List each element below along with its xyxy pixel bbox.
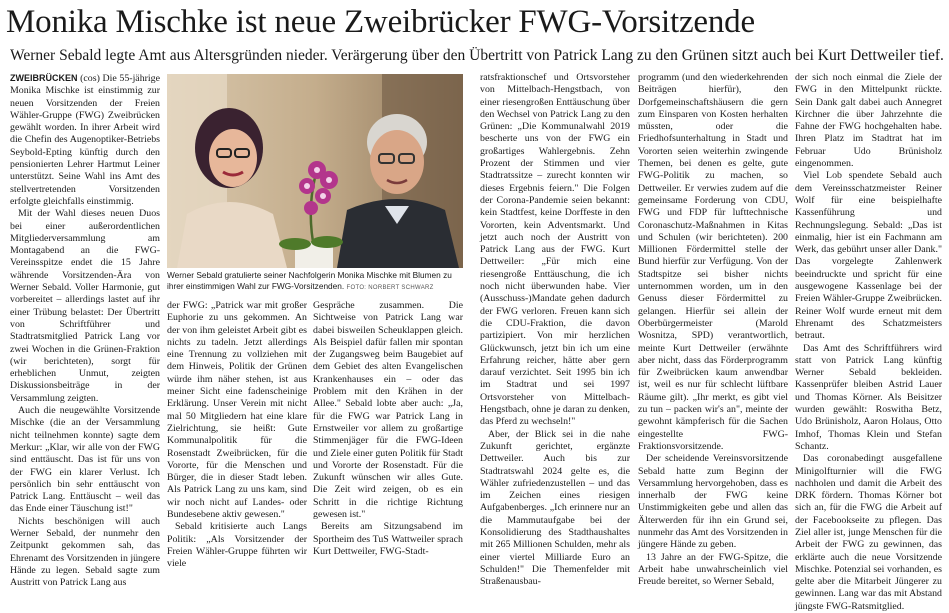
col1-para-1 — [10, 72, 160, 208]
column-2 — [167, 300, 307, 570]
column-3 — [313, 300, 463, 557]
col6-para-1: der sich noch einmal die Ziele der FWG in den Mittelpunkt rückte. Sein Dank galt dabei auch Annegret Kirchner die über Jahrzehnte die Fahne der FWG hochgehalten habe. Ihren Platz im Stadtrat hat im Februar Udo Brünisholz eingenommen. — [795, 72, 942, 170]
headline: Monika Mischke ist neue Zweibrücker FWG-Vorsitzende — [6, 4, 755, 40]
col4-para-2: Aber, der Blick sei in die nahe Zukunft gerichtet, ergänzte Dettweiler. Auch bis zur Stadtratswahl 2024 gelte es, die Wähler zufriedenzustellen – und das im Zeichen eines riesigen Aufgabenberges. „Ich erinnere nur an die Mammutaufgabe bei der Konsolidierung des Stadthaushaltes mit 265 Millionen Schulden, mehr als einer viertel Milliarde Euro an Schulden!" Die Themenfelder mit Straßenausbau- — [480, 428, 630, 588]
col2-para-1: der FWG: „Patrick war mit großer Euphorie zu uns gekommen. An der von ihm geleistet Arbeit gibt es nichts zu tadeln. Jetzt allerdings eine Trennung zu vollziehen mit dem Hinweis, Politik der Grünen würde ihm näher stehen, ist aus meiner Sicht eine fadenscheinige Erklärung. Unser Verein mit nicht mal 50 Mitgliedern hat eine klare Zielrichtung, sie heißt: Gute Kommunalpolitik für die Rosenstadt Zweibrücken, für die Vororte, für die Menschen und Bürger, die in dieser Stadt leben. Als Patrick Lang zu uns kam, sind wir noch nicht auf Landes- oder Bundesebene aktiv gewesen." — [167, 300, 307, 521]
col3-para-1: Gespräche zusammen. Die Sichtweise von Patrick Lang war dabei bisweilen Scheuklappen gleich. Als Beispiel dafür fallen mir spontan der Zugangsweg beim Baugebiet auf dem Gebiet des alten Evangelischen Krankenhauses ein – oder das Problem mit den Krähen in der Allee." Sebald lobte aber auch: „Ja, für die FWG war Patrick Lang in Ernstweiler vor allem zu großartige Stimmenjäger für die FWG-Ideen und Ziele einer guten Politik für Stadt und Vororte der Rosenstadt. Für die Zukunft wünschen wir alles Gute. Die Zeit wird zeigen, ob es ein Schritt in die richtige Richtung gewesen ist." — [313, 300, 463, 521]
column-5 — [638, 72, 788, 588]
dateline: ZWEIBRÜCKEN — [10, 73, 78, 83]
col6-para-2: Viel Lob spendete Sebald auch dem Vereinsschatzmeister Reiner Wolf für eine beispielhafte Kassenführung und Rechnungslegung. Sebald: „Das ist einmalig, hier ist ein Fachmann am Werk, das gebührt unser aller Dank." Das vorgelegte Zahlenwerk beeindruckte und spricht für eine ausgewogene Kassenlage bei der Freien Wähler-Gruppe Zweibrücken. Reiner Wolf wurde erneut mit dem Ehrenamt des Schatzmeisters betraut. — [795, 170, 942, 342]
column-6 — [795, 72, 942, 612]
subheadline: Werner Sebald legte Amt aus Altersgründen nieder. Verärgerung über den Übertritt von Patrick Lang zu den Grünen sitzt auch bei Kurt Dettweiler tief. — [10, 47, 944, 64]
col6-para-3: Das Amt des Schriftführers wird statt von Patrick Lang künftig Werner Sebald bekleiden. Kassenprüfer bleiben Astrid Lauer und Thomas Körner. Als Beisitzer wurden gewählt: Roswitha Betz, Udo Brünisholz, Aaron Holaus, Otto Imhof, Thomas Klein und Stefan Schantz. — [795, 342, 942, 452]
col3-para-2: Bereits am Sitzungsabend im Sportheim des TuS Wattweiler sprach Kurt Dettweiler, FWG-Stadt- — [313, 521, 463, 557]
col6-para-4: Das coronabedingt ausgefallene Minigolfturnier will die FWG nachholen und damit die Arbeit des DRK fördern. Thomas Körner bot sich an, für die FWG die Arbeit auf der Facebookseite zu pflegen. Das Ziel aller ist, junge Menschen für die Arbeit der FWG zu gewinnen, das erklärte auch die neue Vorsitzende Mischke. Potenzial sei vorhanden, es gelte aber die Mitarbeit Jüngerer zu gewinnen. Lang war das mit Abstand jüngste FWG-Ratsmitglied. — [795, 453, 942, 612]
col1-text-1: (cos) Die 55-jährige Monika Mischke ist einstimmig zur neuen Vorsitzenden der Freien Wähler-Gruppe (FWG) Zweibrücken gewählt worden. In ihrer Arbeit wird die Chefin des Augenoptiker-Betriebs Seybold-Epting künftig durch den pensionierten Lehrer Hartmut Leiner unterstützt. Seine Wahl ins Amt des stellvertretenden Vorsitzenden erfolgte gleichfalls einstimmig. — [10, 73, 160, 207]
col1-para-3: Auch die neugewählte Vorsitzende Mischke (die an der Versammlung nicht teilnehmen konnte) sagte dem Merkur: „Klar, wir alle von der FWG sind enttäuscht. Das ist für uns von der FWG ein klarer Verlust. Ich persönlich bin sehr enttäuscht von Patrick Lang. Enttäuscht – weil das das Ende einer Täuschung ist!" — [10, 405, 160, 515]
col2-para-2: Sebald kritisierte auch Langs Politik: „Als Vorsitzender der Freien Wähler-Gruppe führten wir viele — [167, 521, 307, 570]
column-1 — [10, 72, 160, 589]
col1-para-4: Nichts beschönigen will auch Werner Sebald, der nunmehr den Zeitpunkt gekommen sah, das Ehrenamt des Vorsitzenden in jüngere Hände zu legen. Sebald sagte zum Austritt von Patrick Lang aus — [10, 515, 160, 589]
caption-text: Werner Sebald gratulierte seiner Nachfolgerin Monika Mischke mit Blumen zu ihrer einstimmigen Wahl zur FWG-Vorsitzenden. — [167, 270, 452, 291]
news-photo — [167, 74, 463, 268]
col5-para-1: programm (und den wiederkehrenden Beiträgen hierfür), den Dorfgemeinschaftshäusern die gern zum Einsparen von Kosten herhalten müssten, oder die Friedhofsunterhaltung in Stadt und Vororten seien weiterhin zwingende Themen, bei denen es gelte, gute FWG-Politik zu machen, so Dettweiler. Er verwies zudem auf die gemeinsame Forderung von CDU, FWG und FDP für lufttechnische Coronaschutz-Maßnahmen in Kitas und Schulen (wir berichteten). 200 Millionen Fördermittel stelle der Bund hierfür zur Verfügung. Von der Stadtspitze sei bisher nichts unternommen worden, um in den Genuss dieser Fördermittel zu gelangen. Hierfür sei allein der Oberbürgermeister (Marold Wosnitza, SPD) verantwortlich, meinte Kurt Dettweiler (erwähnte aber nicht, dass das Förderprogramm für Zweibrücken kaum anwendbar ist, weil es nur für schlecht lüftbare Räume gilt). „Ihr merkt, es gibt viel zu tun – packen wir's an", meinte der gewohnt kämpferisch für die Sachen eingestellte FWG-Fraktionsvorsitzende. — [638, 72, 788, 452]
photo-caption — [167, 270, 463, 293]
photo-credit: FOTO: NORBERT SCHWARZ — [346, 284, 434, 291]
col5-para-3: 13 Jahre an der FWG-Spitze, die Arbeit habe unwahrscheinlich viel Freude bereitet, so Werner Sebald, — [638, 551, 788, 588]
column-4 — [480, 72, 630, 588]
col1-para-2: Mit der Wahl dieses neuen Duos bei einer außerordentlichen Mitgliederversammlung am Montagabend an die FWG-Vereinsspitze endet die 15 Jahre währende Vorsitzenden-Ära von Werner Sebald. Voller Harmonie, gut vorbereitet – allerdings lastet auf ihr einer Trübung belastet: Der Übertritt von Schriftführer und Stadtratsmitglied Patrick Lang vor zwei Wochen in die Grünen-Fraktion (wir berichteten), sorgt für erheblichen Unmut, zeigten Diskussionsbeiträge in der Versammlung zeigten. — [10, 208, 160, 404]
col4-para-1: ratsfraktionschef und Ortsvorsteher von Mittelbach-Hengstbach, von einer riesengroßen Enttäuschung über den Wechsel von Patrick Lang zu den Grünen: „Die Kommunalwahl 2019 bescherte uns von der FWG ein großartiges Wahlergebnis. Zehn Prozent der Stimmen und vier Stadtratssitze – zurecht konnten wir dieses Ergebnis feiern." Die Folgen der Corona-Pandemie seien bekannt: kein Stadtfest, keine Dorffeste in den Vororten, kein Adventsmarkt. Und jetzt auch noch der Austritt von Patrick Lang aus der FWG. Kurt Dettweiler: „Für mich eine riesengroße Enttäuschung, die ich noch nicht überwunden habe. Vier (Ausschuss-)Mandate gehen dadurch der FWG verloren. Freuen kann sich die CDU-Fraktion, die davon partizipiert. Von mir herzlichen Glückwunsch, jetzt bin ich um eine Erfahrung reicher, hätte aber gern darauf verzichtet. Seit 1995 bin ich im Stadtrat und sei 1997 Ortsvorsteher von Mittelbach-Hengstbach, ohne je daran zu denken, das Pferd zu wechseln!" — [480, 72, 630, 428]
col5-para-2: Der scheidende Vereinsvorsitzende Sebald hatte zum Beginn der Versammlung hervorgehoben, dass es innerhalb der FWG keine Unstimmigkeiten gebe und allen das Älterwerden für ihn ein Grund sei, nunmehr das Amt des Vorsitzenden in jüngere Hände zu geben. — [638, 453, 788, 551]
